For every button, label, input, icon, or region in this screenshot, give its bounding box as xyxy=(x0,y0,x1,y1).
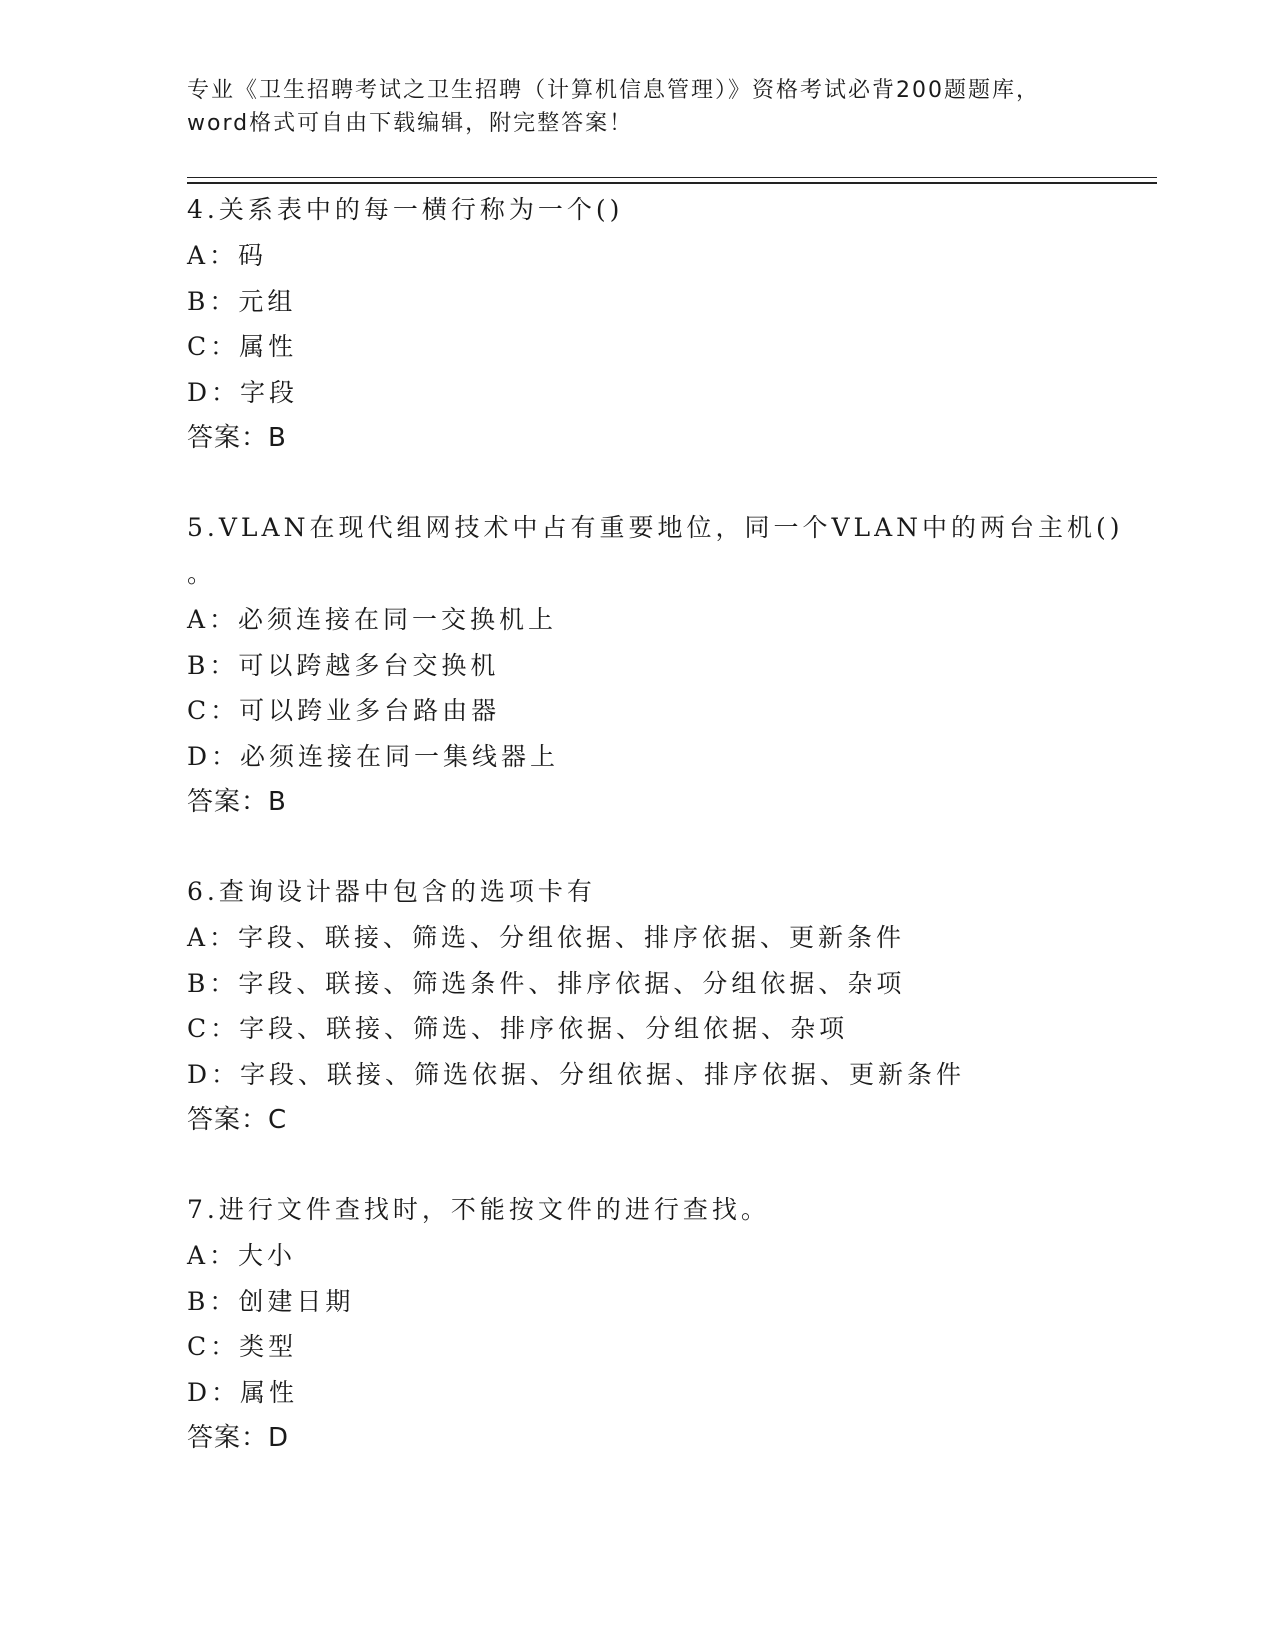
header-divider-bottom xyxy=(187,182,1157,184)
answer: 答案：B xyxy=(187,787,287,817)
answer: 答案：D xyxy=(187,1423,290,1453)
option-c: C：可以跨业多台路由器 xyxy=(187,696,501,725)
option-d: D：属性 xyxy=(187,1377,299,1407)
question-6 xyxy=(187,869,1087,1143)
option-b: B：元组 xyxy=(187,286,297,316)
option-a: A：字段、联接、筛选、分组依据、排序依据、更新条件 xyxy=(187,923,906,952)
option-b: B：字段、联接、筛选条件、排序依据、分组依据、杂项 xyxy=(187,968,906,998)
question-stem: 4.关系表中的每一横行称为一个() xyxy=(187,195,624,224)
answer: 答案：B xyxy=(187,423,287,453)
option-d: D：字段、联接、筛选依据、分组依据、排序依据、更新条件 xyxy=(187,1059,966,1089)
option-c: C：属性 xyxy=(187,332,298,361)
header-line-1: 专业《卫生招聘考试之卫生招聘（计算机信息管理）》资格考试必背200题题库， xyxy=(187,78,1040,103)
document-header xyxy=(187,74,1087,140)
question-stem: 7.进行文件查找时，不能按文件的进行查找。 xyxy=(187,1195,770,1224)
option-a: A：大小 xyxy=(187,1241,297,1270)
option-c: C：类型 xyxy=(187,1332,298,1361)
question-7 xyxy=(187,1187,1087,1461)
option-b: B：创建日期 xyxy=(187,1286,355,1316)
option-c: C：字段、联接、筛选、排序依据、分组依据、杂项 xyxy=(187,1014,849,1043)
option-a: A：必须连接在同一交换机上 xyxy=(187,605,558,634)
option-d: D：必须连接在同一集线器上 xyxy=(187,741,560,771)
answer: 答案：C xyxy=(187,1105,288,1135)
question-stem: 6.查询设计器中包含的选项卡有 xyxy=(187,877,596,906)
option-b: B：可以跨越多台交换机 xyxy=(187,650,500,680)
question-stem-continuation: 。 xyxy=(187,559,217,588)
option-a: A：码 xyxy=(187,241,268,270)
option-d: D：字段 xyxy=(187,377,299,407)
question-stem: 5.VLAN在现代组网技术中占有重要地位，同一个VLAN中的两台主机() xyxy=(187,513,1124,542)
header-divider-top xyxy=(187,177,1157,178)
question-5 xyxy=(187,505,1124,825)
question-4 xyxy=(187,187,1087,461)
header-line-2: word格式可自由下载编辑，附完整答案！ xyxy=(187,111,634,136)
